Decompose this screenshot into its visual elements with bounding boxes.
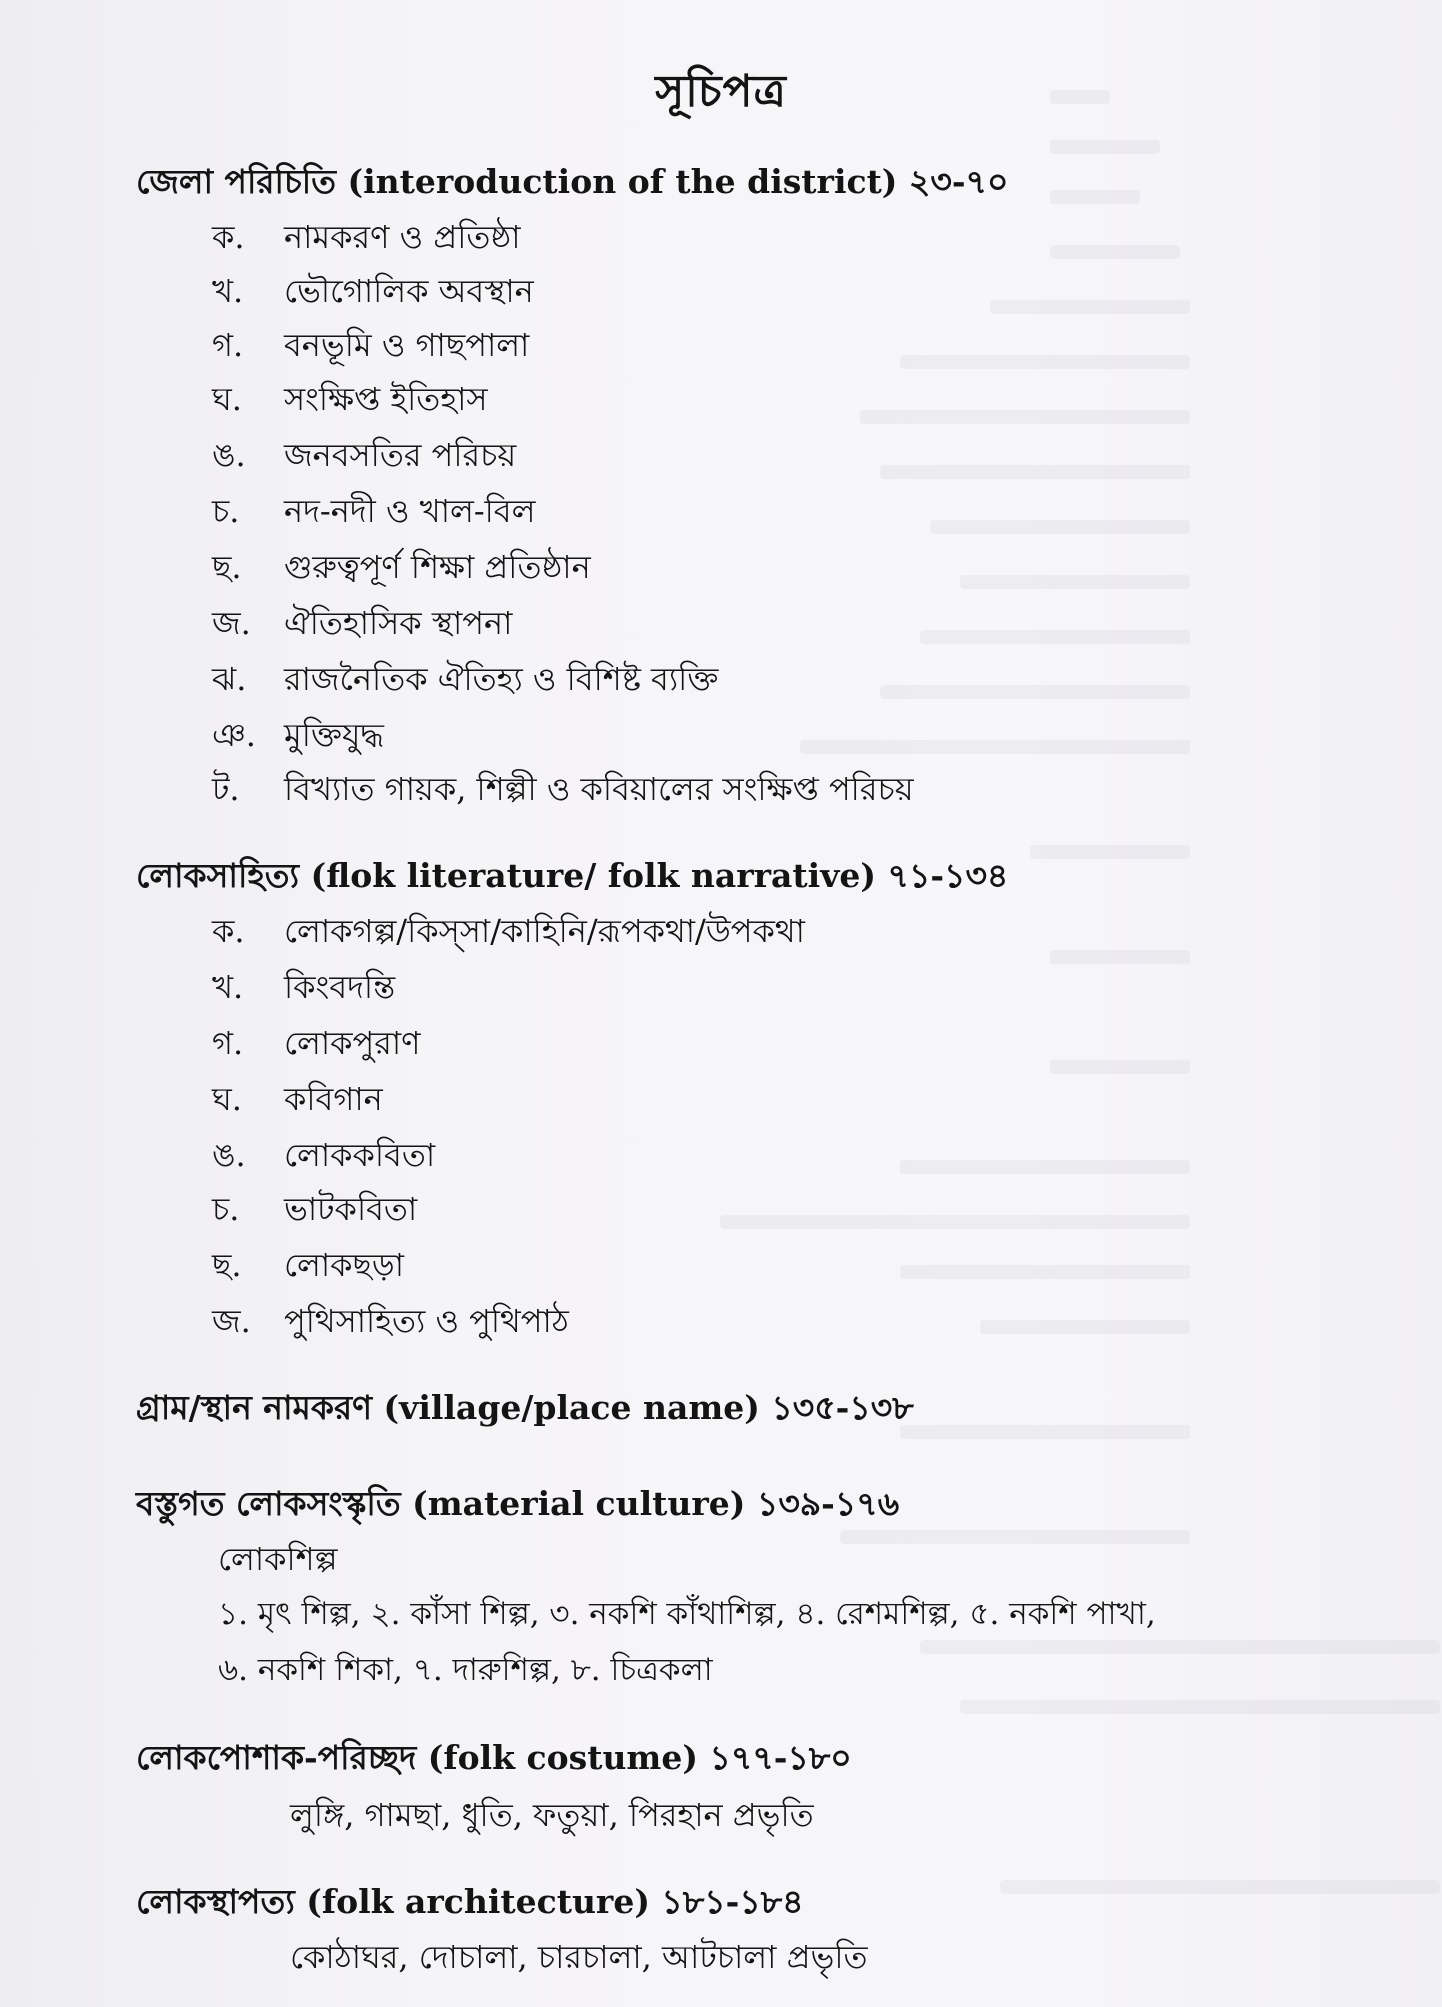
item-marker: ঘ.: [212, 1080, 242, 1118]
item-marker: ঙ.: [212, 1136, 246, 1174]
item-marker: ঙ.: [212, 436, 246, 474]
list-item: [212, 320, 529, 374]
list-item: [212, 962, 395, 1016]
item-text: ভাটকবিতা: [284, 1190, 418, 1228]
item-marker: ছ.: [212, 1246, 242, 1284]
costume-line: লুঙ্গি, গামছা, ধুতি, ফতুয়া, পিরহান প্রভৃতি: [290, 1796, 814, 1834]
item-marker: জ.: [212, 1302, 251, 1340]
item-text: নদ-নদী ও খাল-বিল: [284, 492, 536, 530]
architecture-line: কোঠাঘর, দোচালা, চারচালা, আটচালা প্রভৃতি: [290, 1938, 868, 1976]
item-marker: গ.: [212, 326, 244, 364]
item-marker: ছ.: [212, 548, 242, 586]
section-heading-material-culture: বস্তুগত লোকসংস্কৃতি (material culture) ১৩৯-১৭৬: [136, 1484, 900, 1523]
list-item: [212, 1296, 569, 1350]
item-marker: খ.: [212, 968, 244, 1006]
item-text: লোকছড়া: [284, 1246, 405, 1284]
list-item: [212, 1074, 383, 1128]
item-text: লোককবিতা: [284, 1136, 436, 1174]
item-marker: ঞ.: [212, 716, 256, 754]
folk-art-line: ১. মৃৎ শিল্প, ২. কাঁসা শিল্প, ৩. নকশি কাঁথাশিল্প, ৪. রেশমশিল্প, ৫. নকশি পাখা,: [218, 1596, 1156, 1632]
item-marker: চ.: [212, 492, 240, 530]
item-text: সংক্ষিপ্ত ইতিহাস: [284, 380, 488, 418]
section-heading-folk-costume: লোকপোশাক-পরিচ্ছদ (folk costume) ১৭৭-১৮০: [136, 1738, 852, 1777]
list-item: [212, 542, 591, 596]
list-item: [212, 1184, 417, 1238]
list-item: [212, 654, 718, 708]
item-text: গুরুত্বপূর্ণ শিক্ষা প্রতিষ্ঠান: [284, 548, 591, 586]
item-text: লোকপুরাণ: [284, 1024, 421, 1062]
list-item: [212, 1018, 420, 1072]
item-text: কবিগান: [284, 1080, 383, 1118]
list-item: [212, 430, 516, 484]
folk-art-line: ৬. নকশি শিকা, ৭. দারুশিল্প, ৮. চিত্রকলা: [218, 1652, 713, 1688]
item-text: ঐতিহাসিক স্থাপনা: [284, 604, 513, 642]
item-marker: ট.: [212, 770, 240, 808]
item-marker: চ.: [212, 1190, 240, 1228]
item-marker: ক.: [212, 218, 245, 256]
section-heading-folk-literature: লোকসাহিত্য (flok literature/ folk narrative) ৭১-১৩৪: [136, 856, 1009, 895]
item-text: কিংবদন্তি: [284, 968, 396, 1006]
item-marker: গ.: [212, 1024, 244, 1062]
list-item: [212, 1130, 435, 1184]
list-item: [212, 764, 914, 818]
item-text: মুক্তিযুদ্ধ: [284, 716, 384, 754]
page-title: সূচিপত্র: [655, 66, 787, 117]
list-item: [212, 710, 384, 764]
item-text: পুথিসাহিত্য ও পুথিপাঠ: [284, 1302, 569, 1340]
section-heading-district: জেলা পরিচিতি (interoduction of the district) ২৩-৭০: [136, 162, 1009, 201]
item-marker: ঘ.: [212, 380, 242, 418]
item-marker: ক.: [212, 912, 245, 950]
list-item: [212, 1240, 404, 1294]
section-heading-place-name: গ্রাম/স্থান নামকরণ (village/place name) ১৩৫-১৩৮: [136, 1388, 914, 1427]
item-text: বিখ্যাত গায়ক, শিল্পী ও কবিয়ালের সংক্ষিপ্ত পরিচয়: [284, 770, 914, 808]
list-item: [212, 212, 521, 266]
item-text: রাজনৈতিক ঐতিহ্য ও বিশিষ্ট ব্যক্তি: [284, 660, 719, 698]
item-marker: ঝ.: [212, 660, 247, 698]
list-item: [212, 266, 534, 320]
item-marker: খ.: [212, 272, 244, 310]
item-text: ভৌগোলিক অবস্থান: [284, 272, 534, 310]
section-heading-folk-architecture: লোকস্থাপত্য (folk architecture) ১৮১-১৮৪: [136, 1882, 804, 1921]
list-item: [212, 486, 535, 540]
subheading-folk-art: লোকশিল্প: [218, 1540, 338, 1578]
list-item: [212, 598, 512, 652]
item-text: বনভূমি ও গাছপালা: [284, 326, 530, 364]
list-item: [212, 374, 488, 428]
item-text: জনবসতির পরিচয়: [284, 436, 517, 474]
list-item: [212, 906, 805, 960]
item-text: নামকরণ ও প্রতিষ্ঠা: [284, 218, 521, 256]
item-marker: জ.: [212, 604, 251, 642]
item-text: লোকগল্প/কিস্‌সা/কাহিনি/রূপকথা/উপকথা: [284, 912, 805, 950]
